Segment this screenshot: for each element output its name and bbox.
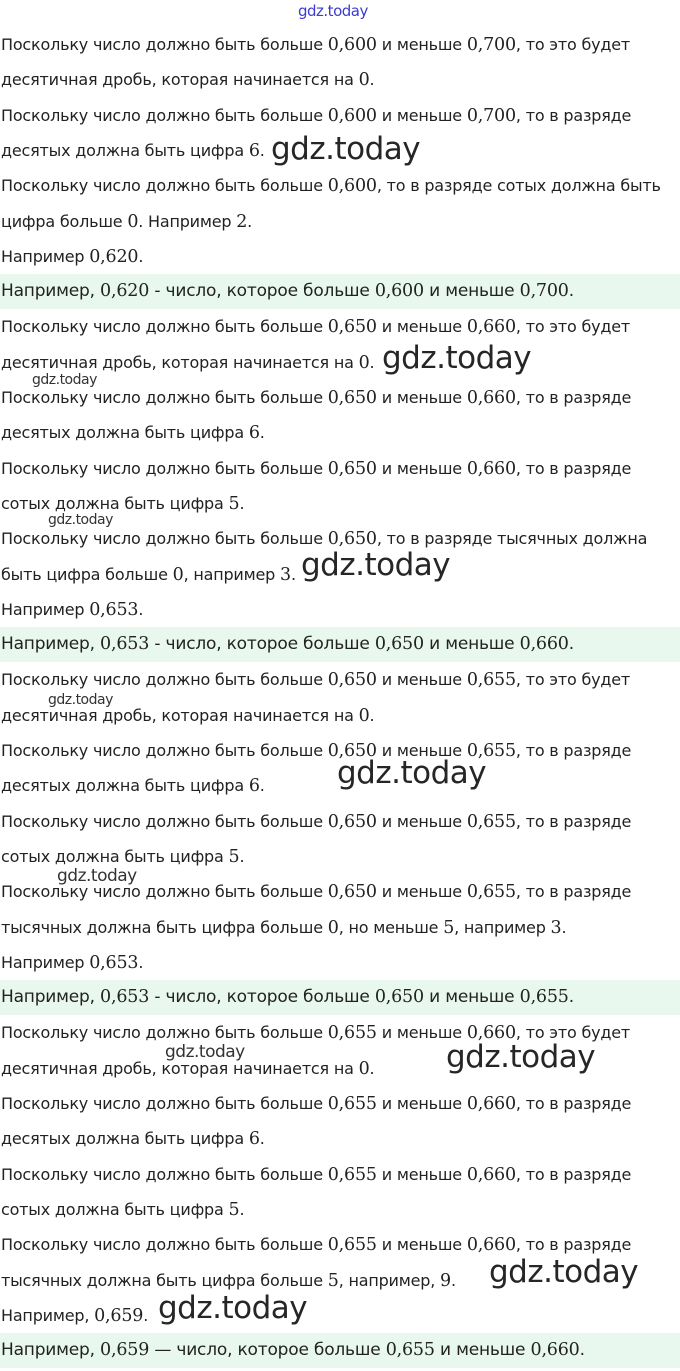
text-fragment: , но меньше [338,917,444,937]
watermark: gdz.today [337,755,487,791]
text-line [0,910,680,945]
math-value: 0 [358,1058,370,1079]
math-value: 0,655 [519,987,569,1008]
text-line [0,239,680,274]
text-fragment: Поскольку число должно быть больше [1,1235,328,1255]
math-value: 0,653 [100,987,150,1008]
text-fragment: и меньше [376,388,467,407]
text-fragment: . [579,1340,585,1361]
math-value: 0,620 [89,246,139,267]
text-line [0,1263,680,1298]
text-line [0,698,680,733]
text-line [0,168,680,203]
math-value: 3 [550,917,562,938]
math-value: 0,700 [466,35,516,55]
text-fragment: и меньше [376,882,467,902]
text-fragment: , то в разряде [515,811,632,831]
text-line [0,1121,680,1156]
text-fragment: и меньше [376,317,467,337]
text-fragment: Поскольку число должно быть больше [1,35,328,54]
answer-line [0,274,680,309]
text-fragment: , то в разряде [515,105,632,125]
text-fragment: . Например [138,211,237,231]
text-line [0,380,680,415]
text-fragment: . [259,140,265,160]
math-value: 0,660 [466,1094,516,1114]
math-value: 0,655 [327,1023,377,1044]
math-value: 0,650 [327,811,377,832]
watermark: gdz.today [301,547,451,583]
text-fragment: . [568,987,574,1008]
text-fragment: и меньше [376,670,467,690]
math-value: 0,660 [466,1023,516,1044]
text-fragment: . [450,1270,456,1290]
text-line [0,451,680,486]
math-value: 0,700 [519,281,569,302]
text-fragment: Поскольку число должно быть больше [1,105,328,125]
text-fragment: и меньше [434,1340,531,1361]
math-value: 0,620 [100,281,150,302]
text-fragment: . [561,917,567,937]
math-value: 0 [358,705,370,726]
math-value: 2 [236,211,248,232]
math-value: 0,660 [466,1235,516,1256]
math-value: 0,600 [327,176,377,197]
text-line [0,415,680,450]
math-value: 0,600 [327,35,377,55]
math-value: 0,650 [327,882,377,903]
math-value: 6 [248,1129,260,1150]
text-fragment: десятичная дробь, которая начинается на [1,1058,359,1078]
text-line [0,1192,680,1227]
math-value: 0,650 [327,670,377,691]
text-fragment: . [138,246,144,266]
text-fragment: , например [454,917,551,937]
math-value: 0,660 [466,458,516,479]
math-value: 9 [440,1270,451,1291]
math-value: 5 [327,1270,339,1291]
math-value: 0,600 [327,105,377,126]
text-fragment: . [568,281,574,302]
text-line [0,557,680,592]
text-line [0,1298,680,1333]
text-line [0,204,680,239]
text-fragment: . [369,1058,375,1078]
text-line [0,27,680,62]
text-fragment: Поскольку число должно быть больше [1,529,328,549]
text-fragment: . [259,1129,265,1149]
text-line [0,62,680,97]
text-line [0,98,680,133]
text-fragment: . [239,493,245,513]
text-fragment: , то в разряде [515,1094,632,1113]
text-fragment: и меньше [423,634,520,655]
text-fragment: Например [1,599,90,619]
text-fragment: и меньше [423,987,520,1008]
text-fragment: - число, которое больше [149,281,375,302]
text-fragment: , то в разряде [515,741,632,760]
math-value: 0,655 [327,1164,377,1185]
text-line [0,521,680,556]
text-line [0,309,680,344]
text-fragment: и меньше [376,105,467,125]
text-fragment: , то в разряде [515,1164,632,1184]
text-fragment: - число, которое больше [149,987,375,1008]
text-line [0,839,680,874]
text-fragment: Поскольку число должно быть больше [1,1094,328,1113]
text-fragment: , то в разряде [515,388,632,407]
text-fragment: и меньше [376,1235,467,1255]
text-fragment: и меньше [376,1023,467,1043]
text-fragment: Поскольку число должно быть больше [1,317,328,337]
watermark: gdz.today [48,512,113,528]
text-line [0,1086,680,1121]
text-fragment: . [568,634,574,655]
text-fragment: и меньше [376,1164,467,1184]
math-value: 0,655 [466,811,516,832]
answer-line [0,980,680,1015]
math-value: 5 [228,846,240,867]
text-line [0,874,680,909]
text-fragment: Поскольку число должно быть больше [1,1164,328,1184]
math-value: 0,600 [374,281,424,302]
text-fragment: десятых должна быть цифра [1,140,249,160]
text-fragment: . [369,352,375,372]
text-fragment: Например [1,246,90,266]
text-line [0,133,680,168]
math-value: 0,655 [466,670,516,691]
math-value: 0,653 [89,599,139,620]
math-value: 6 [248,776,260,797]
text-line [0,592,680,627]
math-value: 0,659 [94,1305,144,1326]
text-fragment: Поскольку число должно быть больше [1,741,328,760]
text-fragment: десятичная дробь, которая начинается на [1,352,359,372]
math-value: 0,650 [327,317,377,338]
math-value: 0,660 [530,1340,580,1361]
text-line [0,804,680,839]
text-fragment: сотых должна быть цифра [1,1199,229,1219]
text-line [0,1227,680,1262]
text-fragment: десятых должна быть цифра [1,423,249,443]
math-value: 0,650 [327,741,377,761]
text-fragment: . [247,211,253,231]
math-value: 0,660 [466,1164,516,1185]
watermark: gdz.today [48,692,113,708]
text-fragment: Поскольку число должно быть больше [1,176,328,196]
text-line [0,945,680,980]
text-fragment: . [369,705,375,725]
math-value: 5 [443,917,455,938]
math-value: 0,650 [374,987,424,1008]
text-fragment: . [259,776,265,796]
math-value: 0,653 [100,634,150,655]
text-fragment: десятичная дробь, которая начинается на [1,70,359,90]
text-fragment: , то это будет [515,1023,631,1043]
text-fragment: и меньше [376,741,467,760]
text-fragment: Поскольку число должно быть больше [1,1023,328,1043]
text-fragment: Поскольку число должно быть больше [1,670,328,690]
math-value: 0 [127,211,139,232]
math-value: 0,655 [466,741,516,761]
text-fragment: десятых должна быть цифра [1,776,249,796]
math-value: 0,650 [327,458,377,479]
math-value: 0,650 [327,388,377,408]
text-fragment: цифра больше [1,211,128,231]
text-fragment: Поскольку число должно быть больше [1,811,328,831]
answer-line [0,1333,680,1368]
math-value: 5 [228,1199,240,1220]
math-value: 0,660 [466,317,516,338]
text-fragment: Например [1,952,90,972]
text-fragment: Например, [1,634,101,655]
math-value: 0,655 [327,1094,377,1114]
text-fragment: быть цифра больше [1,564,173,584]
math-value: 5 [228,493,240,514]
text-fragment: , то это будет [515,35,631,54]
watermark: gdz.today [271,131,421,167]
text-fragment: сотых должна быть цифра [1,493,229,513]
math-value: 0 [327,917,339,938]
text-fragment: Поскольку число должно быть больше [1,882,328,902]
math-value: 0,655 [385,1340,435,1361]
text-fragment: Например, [1,987,101,1008]
watermark: gdz.today [489,1254,639,1290]
math-value: 6 [248,140,260,161]
text-fragment: и меньше [376,1094,467,1113]
math-value: 3 [280,564,291,585]
text-fragment: - число, которое больше [149,634,375,655]
text-fragment: . [259,423,265,443]
text-fragment: — число, которое больше [149,1340,386,1361]
math-value: 0,659 [100,1340,150,1361]
math-value: 0 [358,70,370,91]
text-fragment: Поскольку число должно быть больше [1,388,328,407]
math-value: 0,700 [466,105,516,126]
watermark: gdz.today [446,1039,596,1075]
math-value: 6 [248,423,260,444]
text-fragment: . [239,846,245,866]
text-fragment: , например [183,564,280,584]
text-line [0,345,680,380]
watermark: gdz.today [57,866,137,886]
answer-line [0,627,680,662]
text-fragment: десятых должна быть цифра [1,1129,249,1149]
math-value: 0,655 [466,882,516,903]
text-fragment: . [290,564,296,584]
text-line [0,662,680,697]
text-fragment: , то в разряде сотых должна быть [376,176,661,196]
math-value: 0 [358,352,370,373]
text-fragment: и меньше [423,281,520,302]
text-line [0,1157,680,1192]
text-fragment: и меньше [376,458,467,478]
math-value: 0,653 [89,952,139,973]
math-value: 0,650 [327,529,377,550]
math-value: 0,650 [374,634,424,655]
text-line [0,1015,680,1050]
text-fragment: и меньше [376,35,467,54]
math-value: 0 [172,564,184,585]
text-fragment: сотых должна быть цифра [1,846,229,866]
watermark: gdz.today [298,2,368,20]
text-fragment: , то в разряде [515,458,632,478]
text-fragment: , то это будет [515,670,631,690]
watermark: gdz.today [165,1042,245,1062]
text-line [0,768,680,803]
text-fragment: Например, [1,1340,101,1361]
text-fragment: десятичная дробь, которая начинается на [1,705,359,725]
text-fragment: . [239,1199,245,1219]
math-value: 0,655 [327,1235,377,1256]
text-line [0,733,680,768]
text-fragment: , например, [338,1270,440,1290]
text-fragment: тысячных должна быть цифра больше [1,1270,328,1290]
watermark: gdz.today [32,372,97,388]
math-value: 0,660 [519,634,569,655]
text-fragment: . [138,952,144,972]
text-fragment: Например, [1,281,101,302]
text-fragment: Поскольку число должно быть больше [1,458,328,478]
text-fragment: Например, [1,1305,95,1325]
text-fragment: и меньше [376,811,467,831]
watermark: gdz.today [382,340,532,376]
text-fragment: , то в разряде [515,882,632,902]
text-fragment: , то в разряде [515,1235,632,1255]
watermark: gdz.today [158,1290,308,1326]
math-value: 0,660 [466,388,516,408]
text-fragment: . [143,1305,149,1325]
text-line [0,486,680,521]
text-fragment: , то в разряде тысячных должна [376,529,648,549]
text-fragment: , то это будет [515,317,631,337]
text-fragment: . [138,599,144,619]
text-fragment: тысячных должна быть цифра больше [1,917,328,937]
text-fragment: . [369,70,375,90]
text-line [0,1051,680,1086]
